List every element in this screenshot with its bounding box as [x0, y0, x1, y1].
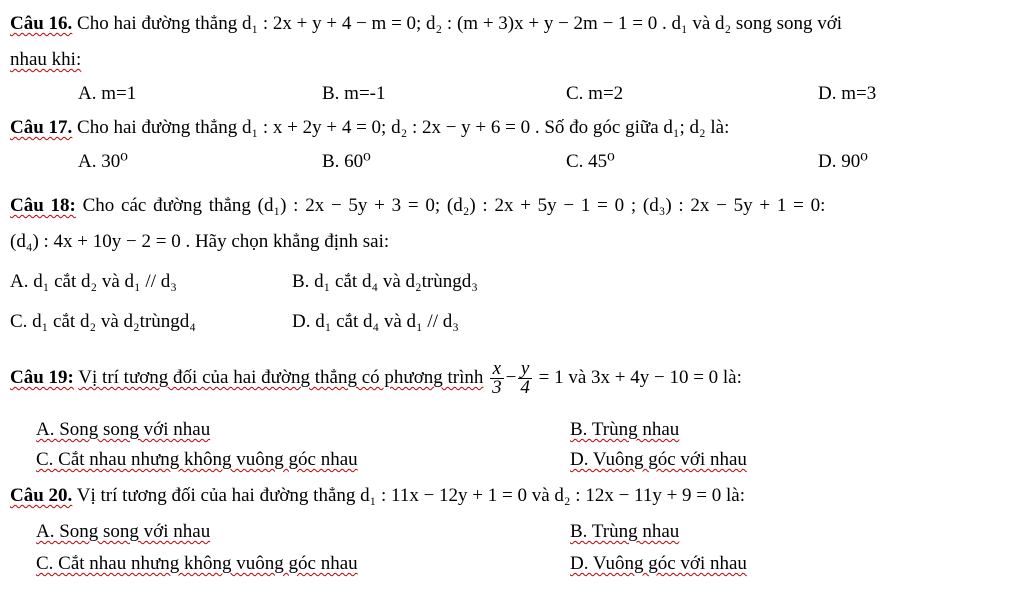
q18-stem: Cho các đường thẳng (d₁) : 2x − 5y + 3 = 0; (d₂) : 2x + 5y − 1 = 0 ; (d₃) : 2x − 5y + 1 = 0: [82, 195, 826, 216]
q19-option-b: B. Trùng nhau [570, 419, 680, 440]
q17-option-d: D. 90⁰ [818, 151, 868, 172]
q16-option-a: A. m=1 [78, 83, 137, 104]
q19-frac1-denominator: 3 [492, 377, 502, 399]
q17-option-a: A. 30⁰ [78, 151, 128, 172]
q20-option-a: A. Song song với nhau [36, 521, 211, 542]
q16-option-c: C. m=2 [566, 83, 624, 104]
q20-option-c: C. Cắt nhau nhưng không vuông góc nhau [36, 553, 358, 574]
q19-stem-after: = 1 và 3x + 4y − 10 = 0 là: [538, 367, 742, 388]
q19-frac2-numerator: y [518, 360, 532, 379]
q19-stem-line [10, 358, 742, 398]
q17-option-b: B. 60⁰ [322, 151, 371, 172]
q16-option-d: D. m=3 [818, 83, 877, 104]
q18-option-a: A. d₁ cắt d₂ và d₁ // d₃ [10, 271, 177, 292]
q18-stem-cont: (d₄) : 4x + 10y − 2 = 0 . Hãy chọn khẳng định sai: [10, 231, 390, 252]
q18-label: Câu 18: [10, 195, 76, 216]
q19-frac1-numerator: x [490, 360, 504, 379]
q16-stem-cont: nhau khi: [10, 49, 82, 70]
q16-stem-line [10, 12, 842, 36]
q17-stem-line [10, 116, 729, 140]
q19-option-c: C. Cắt nhau nhưng không vuông góc nhau [36, 449, 358, 470]
q19-fraction-x-over-3 [490, 360, 504, 397]
q18-option-b: B. d₁ cắt d₄ và d₂trùngd₃ [292, 271, 478, 292]
q19-fraction-y-over-4 [518, 360, 532, 397]
q20-option-d: D. Vuông góc với nhau [570, 553, 747, 574]
q20-stem-line [10, 484, 745, 508]
q18-option-d: D. d₁ cắt d₄ và d₁ // d₃ [292, 311, 459, 332]
q16-option-b: B. m=-1 [322, 83, 386, 104]
q18-option-c: C. d₁ cắt d₂ và d₂trùngd₄ [10, 311, 196, 332]
q18-stem-line [10, 194, 825, 218]
q19-label: Câu 19: [10, 367, 74, 388]
q20-label: Câu 20. [10, 485, 73, 506]
q16-label: Câu 16. [10, 13, 73, 34]
q19-minus-sign: − [505, 367, 517, 388]
q20-stem: Vị trí tương đối của hai đường thẳng d₁ : 11x − 12y + 1 = 0 và d₂ : 12x − 11y + 9 = 0 là: [76, 485, 746, 506]
q19-frac2-denominator: 4 [520, 377, 530, 399]
q17-stem: Cho hai đường thẳng d₁ : x + 2y + 4 = 0; d₂ : 2x − y + 6 = 0 . Số đo góc giữa d₁; d₂ là: [77, 117, 730, 138]
q17-option-c: C. 45⁰ [566, 151, 615, 172]
q20-option-b: B. Trùng nhau [570, 521, 680, 542]
q19-option-d: D. Vuông góc với nhau [570, 449, 747, 470]
q16-stem: Cho hai đường thẳng d₁ : 2x + y + 4 − m = 0; d₂ : (m + 3)x + y − 2m − 1 = 0 . d₁ và d₂ song song với [77, 13, 843, 34]
q19-option-a: A. Song song với nhau [36, 419, 211, 440]
q17-label: Câu 17. [10, 117, 73, 138]
q19-stem-before: Vị trí tương đối của hai đường thẳng có phương trình [78, 367, 484, 388]
